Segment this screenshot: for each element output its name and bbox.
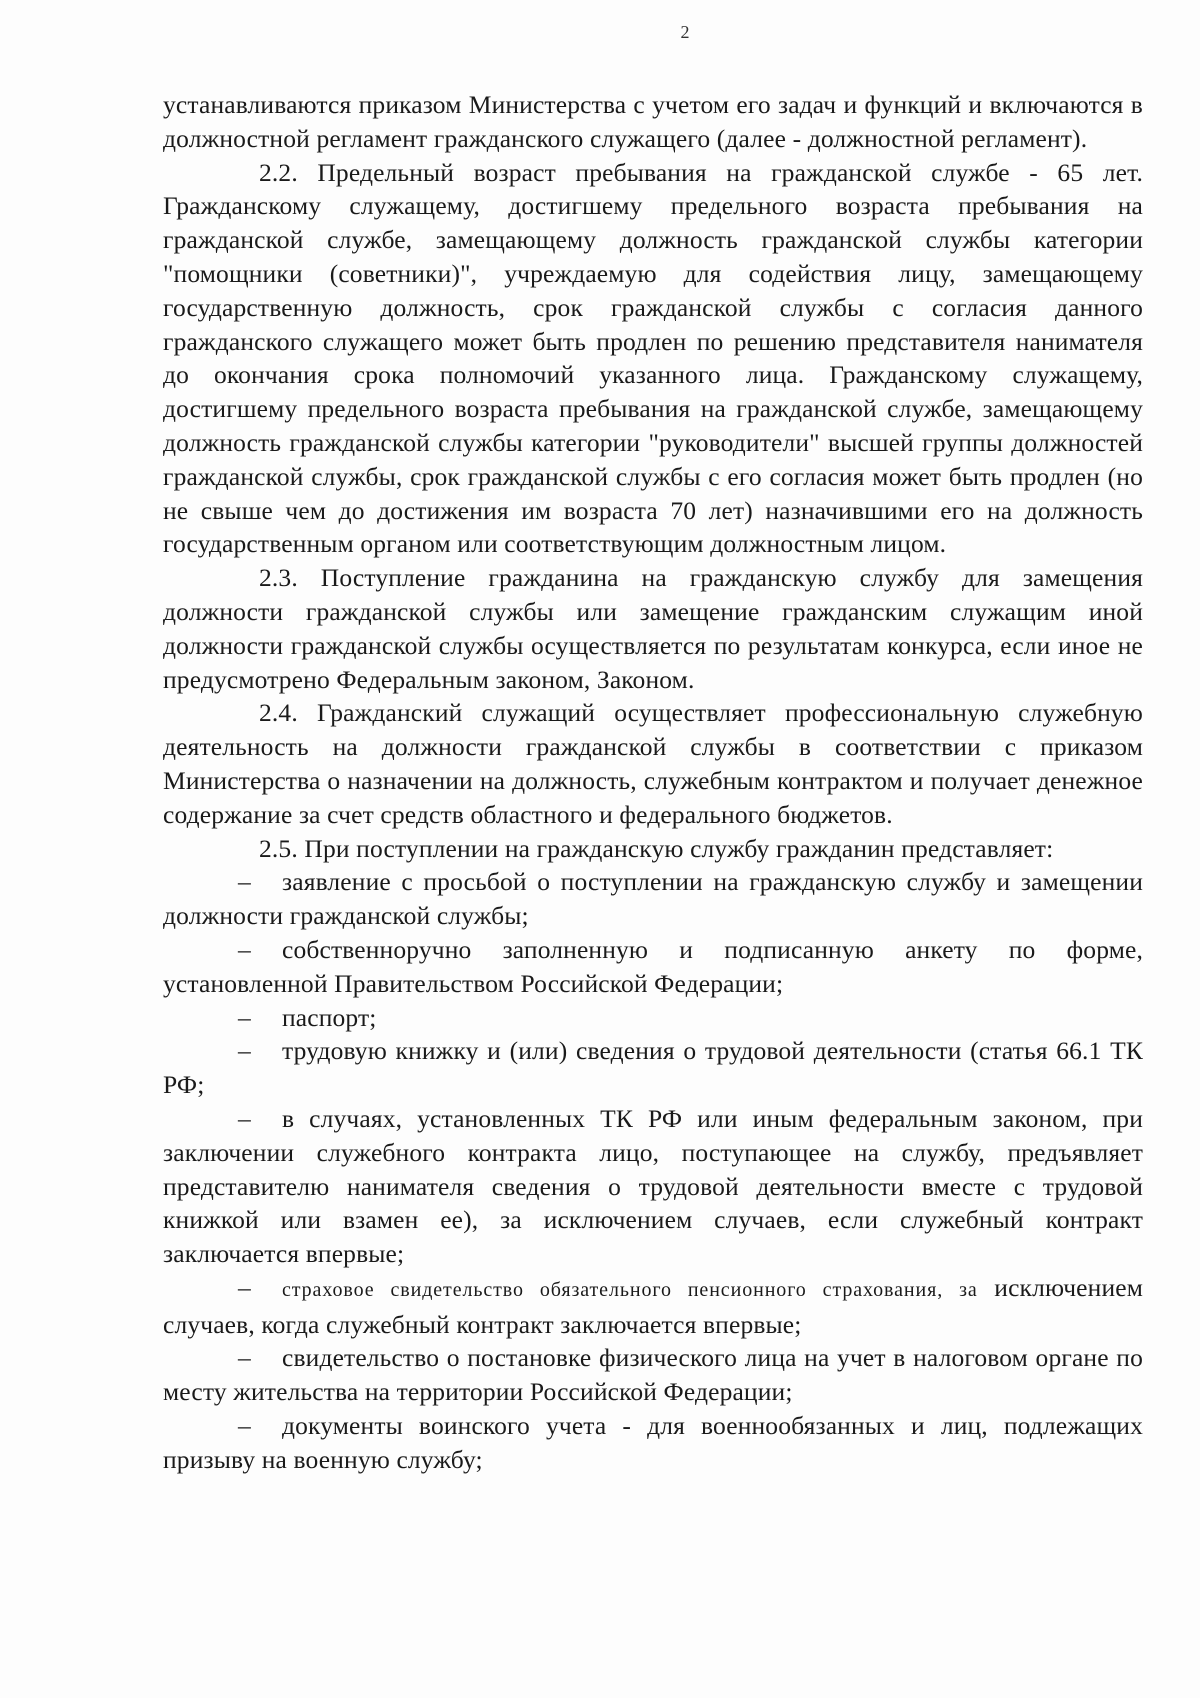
paragraph-2-2: 2.2. Предельный возраст пребывания на гражданской службе - 65 лет. Гражданскому служащему, достигшему предельного возраста пребывания на гражданской службе, замещающему должность гражданской службы категории "помощники (советники)", учреждаемую для содействия лицу, замещающему государственную должность, срок гражданской службы с согласия данного гражданского служащего может быть продлен по решению представителя нанимателя до окончания срока полномочий указанного лица. Гражданскому служащему, достигшему предельного возраста пребывания на гражданской службе, замещающему должность гражданской службы категории "руководители" высшей группы должностей гражданской службы, срок гражданской службы с его согласия может быть продлен (но не свыше чем до достижения им возраста 70 лет) назначившими его на должность государственным органом или соответствующим должностным лицом.	[163, 157, 1143, 559]
list-item	[163, 1102, 1143, 1271]
dash-marker: –	[238, 1411, 251, 1441]
list-item	[163, 933, 1143, 1001]
list-item-text: свидетельство о постановке физического лица на учет в налоговом органе по месту жительства на территории Российской Федерации;	[163, 1343, 1143, 1407]
list-item-text: трудовую книжку и (или) сведения о трудовой деятельности (статья 66.1 ТК РФ;	[163, 1036, 1143, 1100]
paragraph-2-5: 2.5. При поступлении на гражданскую службу гражданин представляет:	[259, 833, 1054, 863]
paragraph-continuation: устанавливаются приказом Министерства с учетом его задач и функций и включаются в должностной регламент гражданского служащего (далее - должностной регламент).	[163, 90, 1143, 153]
paragraph-2-3: 2.3. Поступление гражданина на гражданскую службу для замещения должности гражданской службы или замещение гражданским служащим иной должности гражданской службы осуществляется по результатам конкурса, если иное не предусмотрено Федеральным законом, Законом.	[163, 563, 1143, 694]
list-item-text-small: страховое свидетельство обязательного пенсионного страхования, за	[282, 1278, 978, 1301]
list-item-text: документы воинского учета - для военнообязанных и лиц, подлежащих призыву на военную службу;	[163, 1411, 1143, 1474]
page-number: 2	[680, 22, 690, 42]
dash-marker: –	[238, 1272, 251, 1302]
list-item	[163, 1001, 1143, 1035]
list-item-text: собственноручно заполненную и подписанную анкету по форме, установленной Правительством Российской Федерации;	[163, 934, 1143, 998]
list-item	[163, 1341, 1143, 1409]
dash-marker: –	[238, 934, 251, 964]
list-item	[163, 865, 1143, 933]
dash-marker: –	[238, 1036, 251, 1066]
list-item	[163, 1409, 1143, 1477]
list-item	[163, 1034, 1143, 1102]
paragraph-2-4: 2.4. Гражданский служащий осуществляет профессиональную служебную деятельность на должности гражданской службы в соответствии с приказом Министерства о назначении на должность, служебным контрактом и получает денежное содержание за счет средств областного и федерального бюджетов.	[163, 698, 1143, 829]
dash-marker: –	[238, 1343, 251, 1373]
document-body	[163, 88, 1143, 1477]
list-item-text: паспорт;	[282, 1002, 377, 1032]
dash-marker: –	[238, 1103, 251, 1133]
dash-marker: –	[238, 867, 251, 897]
list-item-text: заявление с просьбой о поступлении на гражданскую службу и замещении должности гражданской службы;	[163, 867, 1143, 931]
list-item-text: в случаях, установленных ТК РФ или иным федеральным законом, при заключении служебного контракта лицо, поступающее на службу, предъявляет представителю нанимателя сведения о трудовой деятельности вместе с трудовой книжкой или взамен ее), за исключением случаев, если служебный контракт заключается впервые;	[163, 1103, 1143, 1269]
dash-marker: –	[238, 1002, 251, 1032]
list-item-text: исключением случаев, когда служебный контракт заключается впервые;	[163, 1272, 1143, 1339]
list-item	[163, 1271, 1143, 1342]
